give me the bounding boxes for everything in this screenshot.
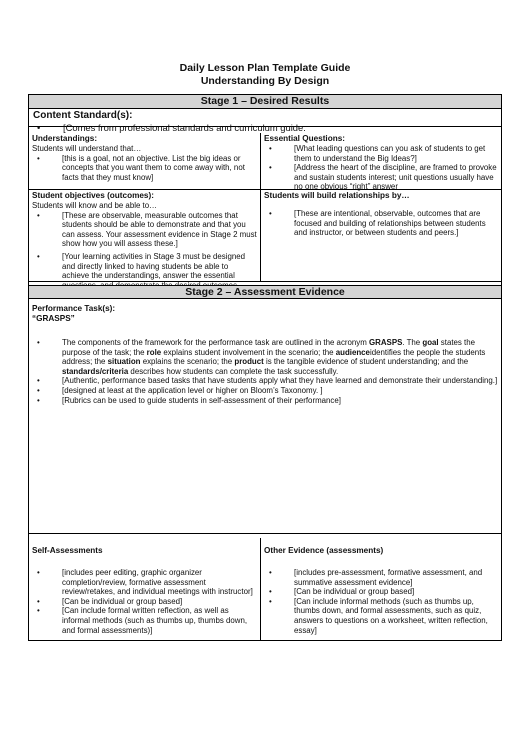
- list-item: • [includes peer editing, graphic organizer completion/review, formative assessment review/retakes, and individual meetings with instructor]: [37, 568, 253, 597]
- self-assessments-label: Self-Assessments: [32, 546, 103, 555]
- understandings-cell: [29, 133, 261, 189]
- bullet-icon: •: [269, 209, 272, 218]
- bullet-icon: •: [37, 596, 40, 606]
- grasps-label: “GRASPS”: [32, 314, 75, 323]
- bullet-icon: •: [269, 163, 272, 173]
- bullet-icon: •: [37, 338, 40, 347]
- list-item: • [These are intentional, observable, outcomes that are focused and building of relationships between students and instructor, or between students and peers.]: [269, 209, 486, 238]
- bullet-icon: •: [37, 153, 40, 163]
- essential-questions-label: Essential Questions:: [264, 134, 345, 143]
- understandings-label: Understandings:: [32, 134, 98, 143]
- self-assessments-list: [32, 568, 257, 635]
- other-evidence-label: Other Evidence (assessments): [264, 546, 384, 555]
- list-item: • [Rubrics can be used to guide students in self-assessment of their performance]: [37, 395, 341, 405]
- stage1-heading: Stage 1 – Desired Results: [29, 95, 501, 109]
- document-subtitle: Understanding By Design: [200, 75, 330, 87]
- content-standards-section: [29, 109, 501, 133]
- list-item: • [Your learning activities in Stage 3 must be designed and directly linked to having students be able to achieve the understandings, answer the essential: [37, 251, 246, 281]
- document-title: Daily Lesson Plan Template Guide: [179, 62, 351, 74]
- relationships-cell: [261, 190, 501, 281]
- essential-questions-cell: [261, 133, 501, 192]
- self-assessments-cell: [29, 538, 261, 640]
- lesson-plan-table: [28, 94, 502, 641]
- performance-task-list: [32, 338, 498, 405]
- bullet-icon: •: [37, 395, 40, 405]
- bullet-icon: •: [37, 122, 41, 133]
- relationships-list: [264, 209, 498, 238]
- other-evidence-list: [264, 568, 498, 635]
- objectives-label: Student objectives (outcomes):: [32, 191, 154, 200]
- list-item: • [this is a goal, not an objective. List the big ideas or concepts that you want them to come away with, not facts that they must know]: [37, 153, 245, 182]
- bullet-icon: •: [269, 568, 272, 577]
- bullet-icon: •: [269, 587, 272, 597]
- assessments-row: [29, 538, 501, 640]
- list-item: • [These are observable, measurable outcomes that students should be able to demonstrate and that you can assess. Your assessment evidence in Stage 2 must show how you will assess these.]: [37, 210, 257, 249]
- list-item: • [includes pre-assessment, formative assessment, and summative assessment evidence]: [269, 568, 483, 587]
- document-header: [0, 62, 530, 88]
- relationships-label: Students will build relationships by…: [264, 191, 410, 200]
- bullet-icon: •: [37, 251, 40, 261]
- bullet-icon: •: [37, 210, 40, 220]
- list-item: • [Can include formal written reflection, as well as informal methods (such as thumbs up, thumbs down, and formal assessments)]: [37, 606, 248, 635]
- bullet-icon: •: [37, 568, 40, 577]
- bullet-icon: •: [269, 144, 272, 153]
- content-standards-item: • [Comes from professional standards and curriculum guide.: [37, 122, 306, 133]
- bullet-icon: •: [37, 376, 40, 386]
- objectives-list: [32, 211, 257, 291]
- list-item: • [What leading questions can you ask of students to get them to understand the Big Ideas?]: [269, 144, 486, 163]
- essential-questions-list: [264, 144, 498, 192]
- content-standards-label: Content Standard(s):: [33, 110, 133, 121]
- performance-task-section: [29, 299, 501, 534]
- understandings-lead: Students will understand that…: [32, 144, 142, 153]
- objectives-cell: [29, 190, 261, 281]
- grasps-description: • The components of the framework for the performance task are outlined in the acronym GRASPS. The goal states the purpose of the task; the role explains student involvement in the scenario; the audienceidentifies the people the students address; the situation explains the scenario; the product is the tangible evidence of student understanding; and the standards/criteria describes how students can complete the task successfully.: [37, 338, 486, 376]
- list-item: • [Can be individual or group based]: [269, 587, 415, 597]
- bullet-icon: •: [269, 596, 272, 606]
- list-item: • [Address the heart of the discipline, are framed to provoke and sustain students interest; unit questions usually have no one obvious “right” answer: [269, 163, 497, 192]
- bullet-icon: •: [37, 385, 40, 395]
- stage2-heading: Stage 2 – Assessment Evidence: [29, 285, 501, 299]
- objectives-row: [29, 190, 501, 282]
- other-evidence-cell: [261, 538, 501, 640]
- bullet-icon: •: [37, 606, 40, 616]
- understandings-row: [29, 133, 501, 190]
- understandings-list: [32, 154, 257, 183]
- list-item: • [Authentic, performance based tasks that have students apply what they have learned and demonstrate their understanding.]: [37, 376, 498, 386]
- list-item: • [Can be individual or group based]: [37, 596, 183, 606]
- objectives-lead: Students will know and be able to…: [32, 201, 158, 210]
- list-item: • [designed at least at the application level or higher on Bloom’s Taxonomy. ]: [37, 385, 323, 395]
- list-item: • [Can include informal methods (such as thumbs up, thumbs down, and formal assessments, such as quiz, answers to questions on a worksheet, written reflection, essay]: [269, 596, 488, 635]
- performance-task-label: Performance Task(s):: [32, 304, 116, 313]
